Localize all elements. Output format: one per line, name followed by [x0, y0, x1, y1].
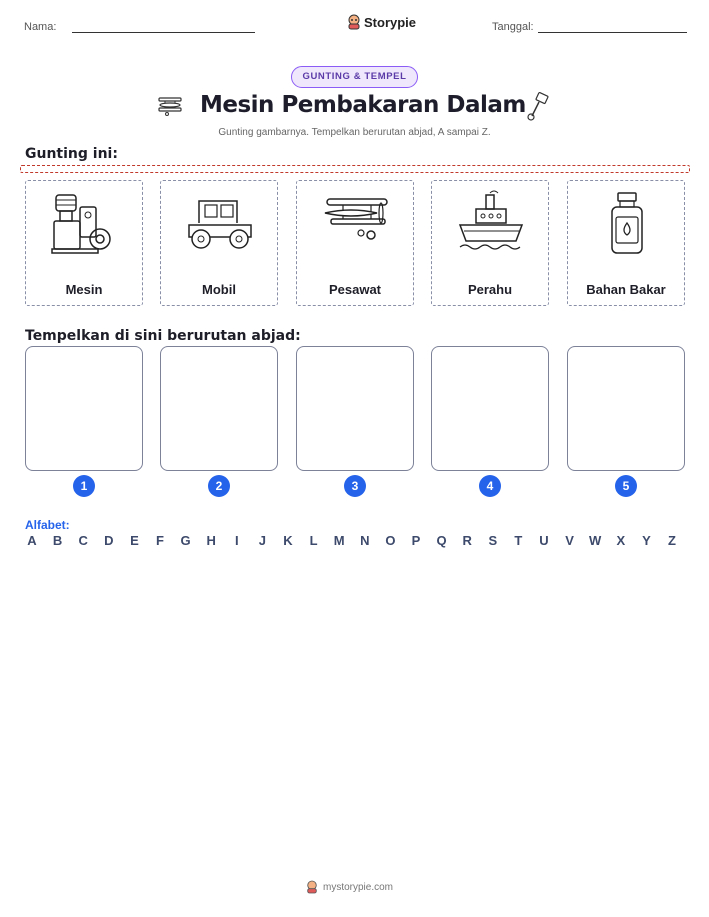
slot-number-3: 3	[344, 475, 366, 497]
alphabet-letter: H	[206, 533, 216, 548]
card-label: Perahu	[467, 282, 513, 297]
alphabet-letter: E	[130, 533, 139, 548]
paste-box-5[interactable]	[567, 346, 685, 471]
alphabet-letter: N	[360, 533, 370, 548]
alphabet-letter: Z	[668, 533, 676, 548]
cut-card-fuel[interactable]	[567, 180, 685, 306]
instructions: Gunting gambarnya. Tempelkan berurutan abjad, A sampai Z.	[218, 127, 491, 138]
alphabet-letter: S	[488, 533, 498, 548]
paste-box-2[interactable]	[160, 346, 278, 471]
alphabet-letter: G	[180, 533, 191, 548]
alphabet-letter: K	[283, 533, 293, 548]
activity-badge: GUNTING & TEMPEL	[291, 66, 418, 88]
slot-number-1: 1	[73, 475, 95, 497]
storypie-mascot-icon	[347, 14, 361, 30]
date-line[interactable]	[538, 32, 687, 33]
alphabet-letter: X	[616, 533, 626, 548]
footer	[306, 880, 393, 894]
alphabet-heading: Alfabet:	[25, 518, 70, 532]
slot-number-2: 2	[208, 475, 230, 497]
slot-number-4: 4	[479, 475, 501, 497]
worksheet-header	[24, 14, 687, 38]
paste-heading: Tempelkan di sini berurutan abjad:	[25, 328, 301, 344]
page-title: Mesin Pembakaran Dalam	[200, 92, 526, 118]
alphabet-letter: Q	[436, 533, 447, 548]
cut-card-car[interactable]	[160, 180, 278, 306]
paste-box-3[interactable]	[296, 346, 414, 471]
name-line[interactable]	[72, 32, 255, 33]
footer-url: mystorypie.com	[323, 881, 394, 893]
alphabet-letter: P	[411, 533, 421, 548]
alphabet-letter: I	[234, 533, 239, 548]
cut-card-boat[interactable]	[431, 180, 549, 306]
fuel-bottle-icon	[592, 189, 662, 259]
date-label: Tanggal:	[492, 21, 534, 33]
card-label: Mesin	[65, 282, 103, 297]
paste-box-4[interactable]	[431, 346, 549, 471]
cut-line	[20, 165, 690, 173]
alphabet-letter: R	[462, 533, 472, 548]
alphabet-letter: O	[385, 533, 396, 548]
paste-box-1[interactable]	[25, 346, 143, 471]
cut-heading: Gunting ini:	[25, 146, 118, 162]
name-label: Nama:	[24, 21, 57, 33]
alphabet-letter: W	[589, 533, 602, 548]
title-row	[0, 92, 709, 124]
engine-icon	[50, 189, 120, 259]
alphabet-letter: Y	[642, 533, 651, 548]
alphabet-letter: F	[156, 533, 164, 548]
alphabet-letter: J	[258, 533, 267, 548]
card-label: Pesawat	[328, 282, 382, 297]
alphabet-letter: V	[565, 533, 574, 548]
cut-card-engine[interactable]	[25, 180, 143, 306]
piston-icon	[525, 92, 551, 122]
brand-name: Storypie	[364, 14, 417, 30]
car-icon	[185, 189, 255, 259]
card-label: Mobil	[202, 282, 236, 297]
alphabet-letter: C	[78, 533, 88, 548]
alphabet-letter: L	[309, 533, 318, 548]
alphabet-letter: D	[104, 533, 114, 548]
boat-icon	[456, 189, 526, 259]
alphabet-letter: T	[514, 533, 523, 548]
alphabet-letter: A	[27, 533, 37, 548]
airplane-icon	[321, 189, 391, 259]
alphabet-letter: M	[333, 533, 345, 548]
slot-number-5: 5	[615, 475, 637, 497]
storypie-mascot-icon	[306, 880, 318, 894]
alphabet-letter: U	[539, 533, 549, 548]
cut-card-airplane[interactable]	[296, 180, 414, 306]
brand-logo	[347, 14, 416, 30]
card-label: Bahan Bakar	[586, 282, 666, 297]
alphabet-letter: B	[52, 533, 63, 548]
biplane-icon	[155, 96, 185, 116]
alphabet-row	[26, 533, 686, 551]
